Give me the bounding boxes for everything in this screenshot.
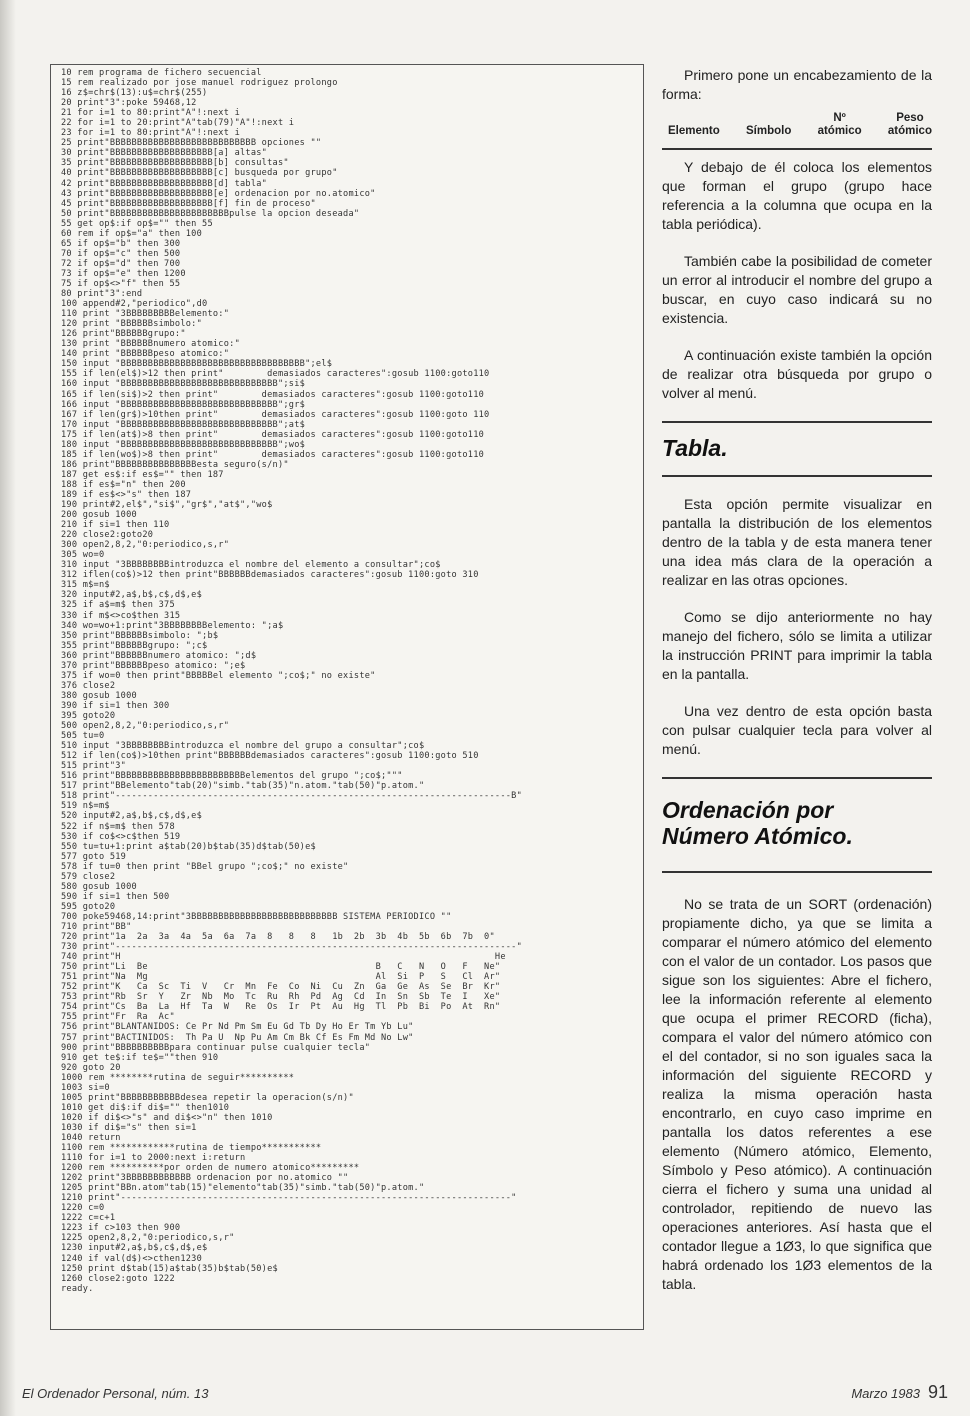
- code-line: 519 n$=m$: [61, 801, 110, 812]
- code-line: 1030 if di$="s" then si=1: [61, 1122, 197, 1133]
- code-line: 720 print"1a 2a 3a 4a 5a 6a 7a 8 8 8 1b 2b 3b 4b 5b 6b 7b 0": [61, 932, 495, 943]
- header-peso: [888, 112, 932, 138]
- code-line: 700 poke59468,14:print"3BBBBBBBBBBBBBBBBBBBBBBBBBBB SISTEMA PERIODICO "": [61, 911, 452, 922]
- code-line: 75 if op$<>"f" then 55: [61, 278, 181, 289]
- code-line: 578 if tu=0 then print "BBel grupo ";co$;" no existe": [61, 861, 349, 872]
- code-line: 186 print"BBBBBBBBBBBBBBBesta seguro(s/n)": [61, 459, 289, 470]
- code-line: 55 get op$:if op$="" then 55: [61, 218, 213, 229]
- header-peso-bottom: atómico: [887, 125, 932, 137]
- divider: [662, 421, 932, 423]
- code-line: 15 rem realizado por jose manuel rodriguez prolongo: [61, 78, 338, 89]
- code-line: 35 print"BBBBBBBBBBBBBBBBBBB[b] consultas": [61, 158, 289, 169]
- divider: [662, 871, 932, 873]
- header-example: [662, 104, 932, 148]
- code-line: 910 get te$:if te$=""then 910: [61, 1052, 219, 1063]
- code-line: 512 if len(co$)>10then print"BBBBBBdemasiados caracteres":gosub 1100:goto 510: [61, 751, 479, 762]
- code-line: 200 gosub 1000: [61, 510, 137, 521]
- code-line: 110 print "3BBBBBBBBBelemento:": [61, 309, 230, 320]
- code-line: 330 if m$<>co$then 315: [61, 610, 181, 621]
- code-line: 1003 si=0: [61, 1082, 110, 1093]
- code-line: 590 if si=1 then 500: [61, 891, 170, 902]
- footer-date: Marzo 1983: [851, 1386, 920, 1401]
- code-line: 43 print"BBBBBBBBBBBBBBBBBBB[e] ordenacion por no.atomico": [61, 188, 376, 199]
- code-line: 752 print"K Ca Sc Ti V Cr Mn Fe Co Ni Cu Zn Ga Ge As Se Br Kr": [61, 982, 501, 993]
- divider: [662, 777, 932, 779]
- section-title-ordenacion: [662, 797, 932, 849]
- code-line: 1005 print"BBBBBBBBBBBdesea repetir la operacion(s/n)": [61, 1092, 354, 1103]
- code-line: 370 print"BBBBBBpeso atomico: ";e$: [61, 660, 246, 671]
- code-line: 350 print"BBBBBBsimbolo: ";b$: [61, 630, 219, 641]
- code-line: 126 print"BBBBBBgrupo:": [61, 329, 186, 340]
- code-line: 520 input#2,a$,b$,c$,d$,e$: [61, 811, 203, 822]
- paragraph-intro: Primero pone un encabezamiento de la forma:: [662, 67, 932, 102]
- code-line: 515 print"3": [61, 761, 127, 772]
- paragraph-tabla-3: Una vez dentro de esta opción basta con pulsar cualquier tecla para volver al menú.: [662, 703, 932, 757]
- section-title-line-1: Ordenación por: [662, 797, 834, 823]
- header-simbolo: Símbolo: [745, 125, 792, 137]
- paragraph-tabla-2: Como se dijo anteriormente no hay manejo del fichero, sólo se limita a utilizar la instrucción PRINT para imprimir la tabla en la pantalla.: [662, 609, 932, 682]
- code-line: 730 print"--------------------------------------------------------------------------": [61, 942, 523, 953]
- code-line: 220 close2:goto20: [61, 530, 154, 541]
- code-line: 750 print"Li Be B C N O F Ne": [61, 962, 501, 973]
- code-line: 23 for i=1 to 80:print"A"!:next i: [61, 128, 240, 139]
- code-line: 21 for i=1 to 80:print"A"!:next i: [61, 108, 240, 119]
- code-line: 550 tu=tu+1:print a$tab(20)b$tab(35)d$tab(50)e$: [61, 841, 316, 852]
- code-line: 577 goto 519: [61, 851, 127, 862]
- code-line: 312 iflen(co$)>12 then print"BBBBBBdemasiados caracteres":gosub 1100:goto 310: [61, 570, 479, 581]
- code-line: 180 input "BBBBBBBBBBBBBBBBBBBBBBBBBBBBB";wo$: [61, 439, 306, 450]
- code-line: 530 if co$<>c$then 519: [61, 831, 181, 842]
- code-line: 16 z$=chr$(13):u$=chr$(255): [61, 88, 208, 99]
- code-line: 595 goto20: [61, 901, 116, 912]
- code-line: 80 print"3":end: [61, 289, 143, 300]
- code-line: 70 if op$="c" then 500: [61, 248, 181, 259]
- code-line: 710 print"BB": [61, 921, 132, 932]
- code-line: 516 print"BBBBBBBBBBBBBBBBBBBBBBBBelementos del grupo ";co$;""": [61, 771, 403, 782]
- code-line: 175 if len(at$)>8 then print" demasiados caracteres":gosub 1100:goto110: [61, 429, 485, 440]
- code-line: 50 print"BBBBBBBBBBBBBBBBBBBBBBpulse la opcion deseada": [61, 208, 360, 219]
- code-line: 320 input#2,a$,b$,c$,d$,e$: [61, 590, 203, 601]
- code-line: 355 print"BBBBBBgrupo: ";c$: [61, 640, 208, 651]
- code-line: 190 print#2,el$","si$","gr$","at$","wo$: [61, 500, 273, 511]
- code-line: ready.: [61, 1283, 94, 1294]
- code-line: 210 if si=1 then 110: [61, 520, 170, 531]
- code-line: 165 if len(si$)>2 then print" demasiados caracteres":gosub 1100:goto110: [61, 389, 485, 400]
- code-line: 130 print "BBBBBBnumero atomico:": [61, 339, 240, 350]
- code-line: 1223 if c>103 then 900: [61, 1223, 181, 1234]
- code-line: 517 print"BBelemento"tab(20)"simb."tab(35)"n.atom."tab(50)"p.atom.": [61, 781, 425, 792]
- code-line: 740 print"H He: [61, 952, 506, 963]
- code-line: 380 gosub 1000: [61, 690, 137, 701]
- header-elemento: Elemento: [668, 125, 720, 137]
- code-listing: [61, 68, 635, 1294]
- code-line: 505 tu=0: [61, 731, 105, 742]
- footer-right: [851, 1382, 948, 1403]
- page-number: 91: [927, 1382, 948, 1402]
- code-line: 522 if n$=m$ then 578: [61, 821, 175, 832]
- code-line: 150 input "BBBBBBBBBBBBBBBBBBBBBBBBBBBBBBBBBB";el$: [61, 359, 333, 370]
- code-line: 580 gosub 1000: [61, 881, 137, 892]
- section-title-tabla: Tabla.: [662, 435, 728, 461]
- code-line: 1010 get di$:if di$="" then1010: [61, 1102, 230, 1113]
- paragraph-ordenacion: No se trata de un SORT (ordenación) propiamente dicho, ya que se limita a comparar el número atómico del elemento con el valor de un contador. Los pasos que sigue son los siguientes: Abre el fichero, lee la información referente al elemento que ocupa el primer RECORD (ficha), compara el valor del número atómico con el del contador, si no son iguales saca la información del siguiente RECORD y realiza la misma operación hasta encontrarlo, en cuyo caso imprime en pantalla los datos referentes a ese elemento (Número atómico, Elemento, Símbolo y Peso atómico). A continuación cierra el fichero y suma una unidad al controlador, repitiendo de nuevo las operaciones anteriores. Así hasta que el contador llegue a 1Ø3, lo que significa que habrá ordenado los 1Ø3 elementos de la tabla.: [662, 896, 932, 1292]
- code-line: 72 if op$="d" then 700: [61, 258, 181, 269]
- code-line: 185 if len(wo$)>8 then print" demasiados caracteres":gosub 1100:goto110: [61, 449, 485, 460]
- header-numero: [818, 112, 862, 138]
- code-line: 751 print"Na Mg Al Si P S Cl Ar": [61, 972, 501, 983]
- code-line: 390 if si=1 then 300: [61, 700, 170, 711]
- section-title-line-2: Número Atómico.: [662, 823, 853, 849]
- article-column: [662, 66, 932, 1294]
- paragraph-debajo: Y debajo de él coloca los elementos que forman el grupo (grupo hace referencia a la columna que ocupa en la tabla periódica).: [662, 159, 932, 232]
- code-line: 25 print"BBBBBBBBBBBBBBBBBBBBBBBBBBB opciones "": [61, 138, 322, 149]
- code-line: 65 if op$="b" then 300: [61, 238, 181, 249]
- code-line: 1250 print d$tab(15)a$tab(35)b$tab(50)e$: [61, 1263, 278, 1274]
- code-line: 1240 if val(d$)<>cthen1230: [61, 1253, 203, 1264]
- code-line: 325 if a$=m$ then 375: [61, 600, 175, 611]
- code-line: 170 input "BBBBBBBBBBBBBBBBBBBBBBBBBBBBB";at$: [61, 419, 306, 430]
- code-line: 1225 open2,8,2,"0:periodico,s,r": [61, 1233, 235, 1244]
- code-line: 757 print"BACTINIDOS: Th Pa U Np Pu Am Cm Bk Cf Es Fm Md No Lw": [61, 1032, 414, 1043]
- code-line: 1000 rem ********rutina de seguir**********: [61, 1072, 295, 1083]
- code-line: 1040 return: [61, 1132, 121, 1143]
- code-line: 376 close2: [61, 680, 116, 691]
- code-line: 187 get es$:if es$="" then 187: [61, 469, 224, 480]
- divider: [662, 475, 932, 477]
- code-line: 1222 c=c+1: [61, 1213, 116, 1224]
- code-line: 1210 print"------------------------------------------------------------------------": [61, 1193, 517, 1204]
- paragraph-tabla-1: Esta opción permite visualizar en pantalla la distribución de los elementos dentro de la tabla y de esta manera tener una idea más clara de la operación a realizar en las otras opciones.: [662, 496, 932, 588]
- code-line: 756 print"BLANTANIDOS: Ce Pr Nd Pm Sm Eu Gd Tb Dy Ho Er Tm Yb Lu": [61, 1022, 414, 1033]
- program-listing: [50, 64, 644, 1330]
- code-line: 1230 input#2,a$,b$,c$,d$,e$: [61, 1243, 208, 1254]
- code-line: 1200 rem **********por orden de numero atomico*********: [61, 1163, 360, 1174]
- code-line: 30 print"BBBBBBBBBBBBBBBBBBB[a] altas": [61, 148, 268, 159]
- code-line: 340 wo=wo+1:print"3BBBBBBBBelemento: ";a$: [61, 620, 284, 631]
- code-line: 60 rem if op$="a" then 100: [61, 228, 203, 239]
- header-numero-top: Nº: [833, 112, 846, 124]
- code-line: 120 print "BBBBBBsimbolo:": [61, 319, 203, 330]
- code-line: 1205 print"BBn.atom"tab(15)"elemento"tab(35)"simb."tab(50)"p.atom.": [61, 1183, 425, 1194]
- code-line: 20 print"3":poke 59468,12: [61, 98, 197, 109]
- code-line: 1020 if di$<>"s" and di$<>"n" then 1010: [61, 1112, 273, 1123]
- code-line: 1100 rem ************rutina de tiempo***********: [61, 1143, 322, 1154]
- code-line: 315 m$=n$: [61, 580, 110, 591]
- code-line: 1202 print"3BBBBBBBBBBBB ordenacion por no.atomico "": [61, 1173, 349, 1184]
- header-peso-top: Peso: [896, 112, 924, 124]
- code-line: 166 input "BBBBBBBBBBBBBBBBBBBBBBBBBBBBB";gr$: [61, 399, 306, 410]
- page-shadow: [0, 0, 16, 1416]
- paragraph-continuacion: A continuación existe también la opción de realizar otra búsqueda por grupo o volver al menú.: [662, 347, 932, 401]
- code-line: 140 print "BBBBBBpeso atomico:": [61, 349, 230, 360]
- code-line: 45 print"BBBBBBBBBBBBBBBBBBB[f] fin de proceso": [61, 198, 316, 209]
- code-line: 100 append#2,"periodico",d0: [61, 299, 208, 310]
- code-line: 1220 c=0: [61, 1203, 105, 1214]
- code-line: 395 goto20: [61, 711, 116, 721]
- footer-magazine: El Ordenador Personal, núm. 13: [22, 1386, 209, 1401]
- divider: [662, 148, 932, 150]
- code-line: 300 open2,8,2,"0:periodico,s,r": [61, 540, 230, 551]
- code-line: 10 rem programa de fichero secuencial: [61, 68, 262, 78]
- code-line: 73 if op$="e" then 1200: [61, 268, 186, 279]
- paragraph-tambien: También cabe la posibilidad de cometer un error al introducir el nombre del grupo a buscar, en cuyo caso indicará su no existencia.: [662, 253, 932, 326]
- code-line: 40 print"BBBBBBBBBBBBBBBBBBB[c] busqueda por grupo": [61, 168, 338, 179]
- code-line: 1110 for i=1 to 2000:next i:return: [61, 1153, 246, 1164]
- code-line: 42 print"BBBBBBBBBBBBBBBBBBB[d] tabla": [61, 178, 268, 189]
- code-line: 22 for i=1 to 20:print"A"tab(79)"A"!:next i: [61, 118, 295, 129]
- code-line: 518 print"-------------------------------------------------------------------------B": [61, 791, 523, 802]
- code-line: 375 if wo=0 then print"BBBBBel elemento ";co$;" no existe": [61, 670, 376, 681]
- header-numero-bottom: atómico: [817, 125, 862, 137]
- code-line: 167 if len(gr$)>10then print" demasiados caracteres":gosub 1100:goto 110: [61, 409, 490, 420]
- code-line: 754 print"Cs Ba La Hf Ta W Re Os Ir Pt Au Hg Tl Pb Bi Po At Rn": [61, 1002, 501, 1013]
- code-line: 900 print"BBBBBBBBBBpara continuar pulse cualquier tecla": [61, 1042, 371, 1053]
- code-line: 188 if es$="n" then 200: [61, 479, 186, 490]
- code-line: 1260 close2:goto 1222: [61, 1273, 175, 1284]
- code-line: 310 input "3BBBBBBBBintroduzca el nombre del elemento a consultar";co$: [61, 560, 441, 571]
- code-line: 755 print"Fr Ra Ac": [61, 1012, 175, 1023]
- code-line: 510 input "3BBBBBBBBintroduzca el nombre del grupo a consultar";co$: [61, 741, 425, 752]
- code-line: 920 goto 20: [61, 1062, 121, 1073]
- code-line: 500 open2,8,2,"0:periodico,s,r": [61, 721, 230, 732]
- code-line: 753 print"Rb Sr Y Zr Nb Mo Tc Ru Rh Pd Ag Cd In Sn Sb Te I Xe": [61, 992, 501, 1003]
- code-line: 155 if len(el$)>12 then print" demasiados caracteres":gosub 1100:goto110: [61, 369, 490, 380]
- code-line: 305 wo=0: [61, 550, 105, 561]
- code-line: 579 close2: [61, 871, 116, 882]
- code-line: 160 input "BBBBBBBBBBBBBBBBBBBBBBBBBBBBB";si$: [61, 379, 306, 390]
- code-line: 189 if es$<>"s" then 187: [61, 489, 192, 500]
- code-line: 360 print"BBBBBBnumero atomico: ";d$: [61, 650, 257, 661]
